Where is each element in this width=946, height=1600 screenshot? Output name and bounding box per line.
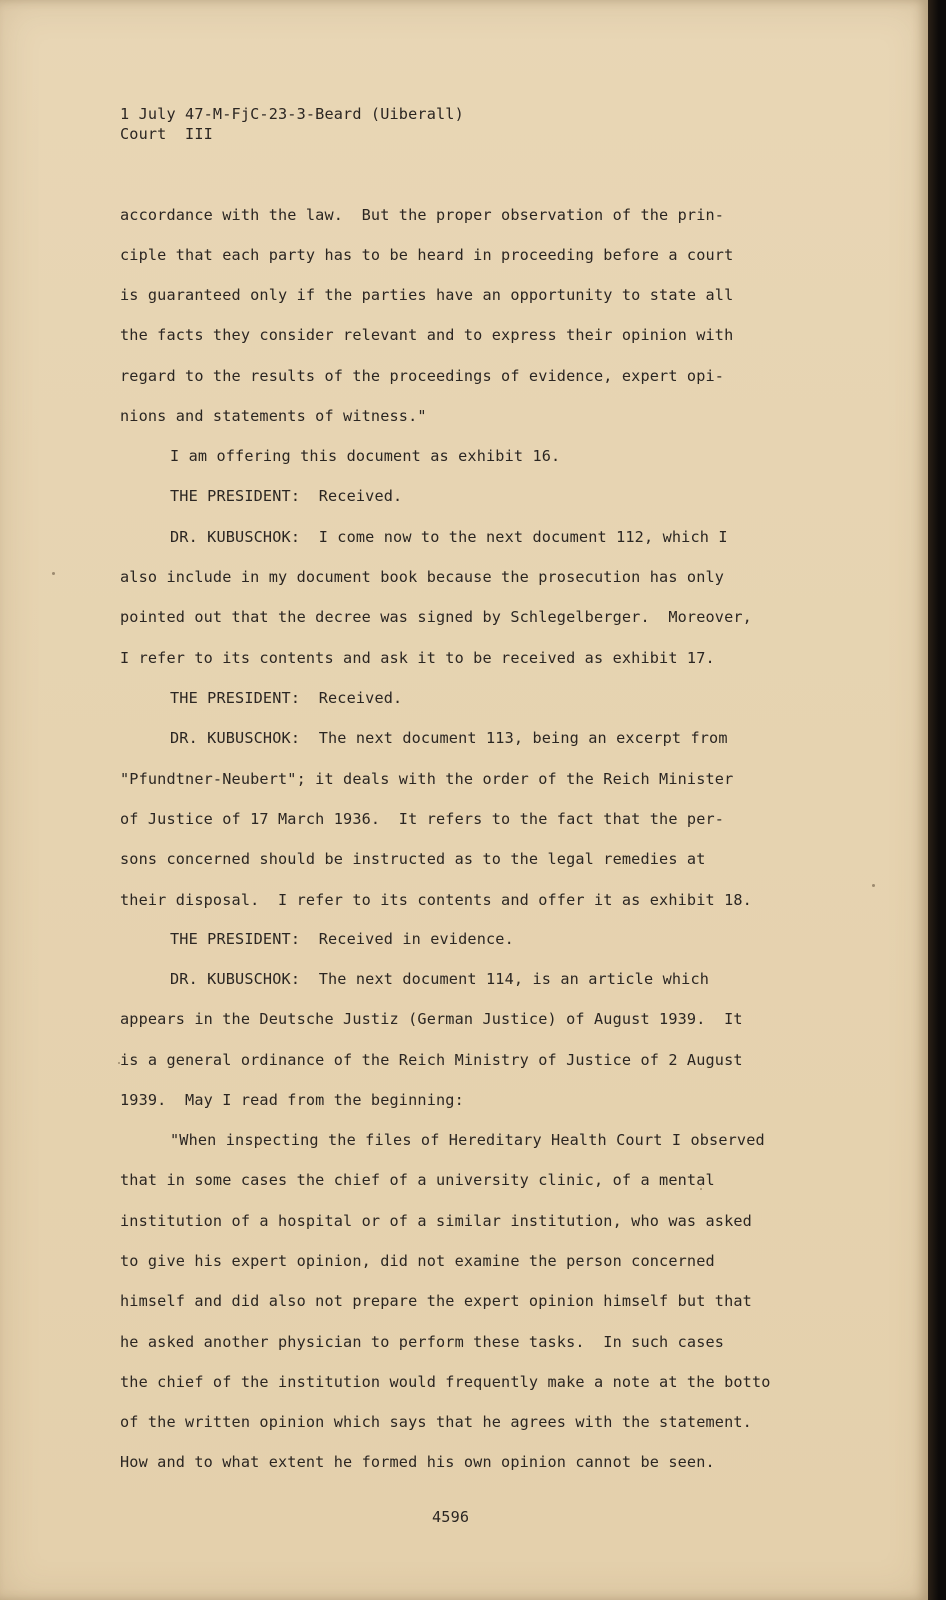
speaker-line: THE PRESIDENT: Received. bbox=[170, 487, 403, 505]
speaker-line: THE PRESIDENT: Received. bbox=[170, 689, 403, 707]
text-line: the facts they consider relevant and to express their opinion with bbox=[120, 326, 734, 344]
paper-speck bbox=[872, 884, 875, 887]
text-line: appears in the Deutsche Justiz (German Justice) of August 1939. It bbox=[120, 1010, 743, 1028]
quote-line: to give his expert opinion, did not examine the person concerned bbox=[120, 1252, 715, 1270]
text-line: their disposal. I refer to its contents and offer it as exhibit 18. bbox=[120, 891, 752, 909]
text-line: pointed out that the decree was signed by Schlegelberger. Moreover, bbox=[120, 608, 752, 626]
page-edge-shadow bbox=[928, 0, 946, 1600]
text-line: of Justice of 17 March 1936. It refers to the fact that the per- bbox=[120, 810, 725, 828]
quote-line: of the written opinion which says that he agrees with the statement. bbox=[120, 1413, 752, 1431]
header-line-2: Court III bbox=[120, 125, 213, 143]
text-line: is a general ordinance of the Reich Ministry of Justice of 2 August bbox=[120, 1051, 743, 1069]
paper-speck bbox=[52, 572, 55, 575]
text-line: is guaranteed only if the parties have an opportunity to state all bbox=[120, 286, 734, 304]
quote-line: institution of a hospital or of a similar institution, who was asked bbox=[120, 1212, 752, 1230]
quote-line: the chief of the institution would frequently make a note at the botto bbox=[120, 1373, 771, 1391]
quote-line: that in some cases the chief of a university clinic, of a mental bbox=[120, 1171, 715, 1189]
quote-line: "When inspecting the files of Hereditary Health Court I observed bbox=[170, 1131, 765, 1149]
header-line-1: 1 July 47-M-FjC-23-3-Beard (Uiberall) bbox=[120, 105, 464, 123]
text-line: also include in my document book because the prosecution has only bbox=[120, 568, 725, 586]
text-line: I refer to its contents and ask it to be received as exhibit 17. bbox=[120, 649, 715, 667]
speaker-line: DR. KUBUSCHOK: The next document 114, is an article which bbox=[170, 970, 710, 988]
text-line: ciple that each party has to be heard in proceeding before a court bbox=[120, 246, 734, 264]
quote-line: himself and did also not prepare the expert opinion himself but that bbox=[120, 1292, 752, 1310]
page-header bbox=[120, 104, 464, 144]
quote-line: he asked another physician to perform these tasks. In such cases bbox=[120, 1333, 725, 1351]
speaker-line: DR. KUBUSCHOK: I come now to the next document 112, which I bbox=[170, 528, 728, 546]
quote-line: How and to what extent he formed his own opinion cannot be seen. bbox=[120, 1453, 715, 1471]
speaker-line: DR. KUBUSCHOK: The next document 113, being an excerpt from bbox=[170, 729, 728, 747]
text-line: "Pfundtner-Neubert"; it deals with the order of the Reich Minister bbox=[120, 770, 734, 788]
text-line: regard to the results of the proceedings of evidence, expert opi- bbox=[120, 367, 725, 385]
text-line: 1939. May I read from the beginning: bbox=[120, 1091, 464, 1109]
speaker-line: THE PRESIDENT: Received in evidence. bbox=[170, 930, 514, 948]
text-line: I am offering this document as exhibit 16. bbox=[170, 447, 561, 465]
text-line: nions and statements of witness." bbox=[120, 407, 427, 425]
text-line: sons concerned should be instructed as to the legal remedies at bbox=[120, 850, 706, 868]
page-number: 4596 bbox=[432, 1508, 470, 1526]
text-line: accordance with the law. But the proper observation of the prin- bbox=[120, 206, 725, 224]
